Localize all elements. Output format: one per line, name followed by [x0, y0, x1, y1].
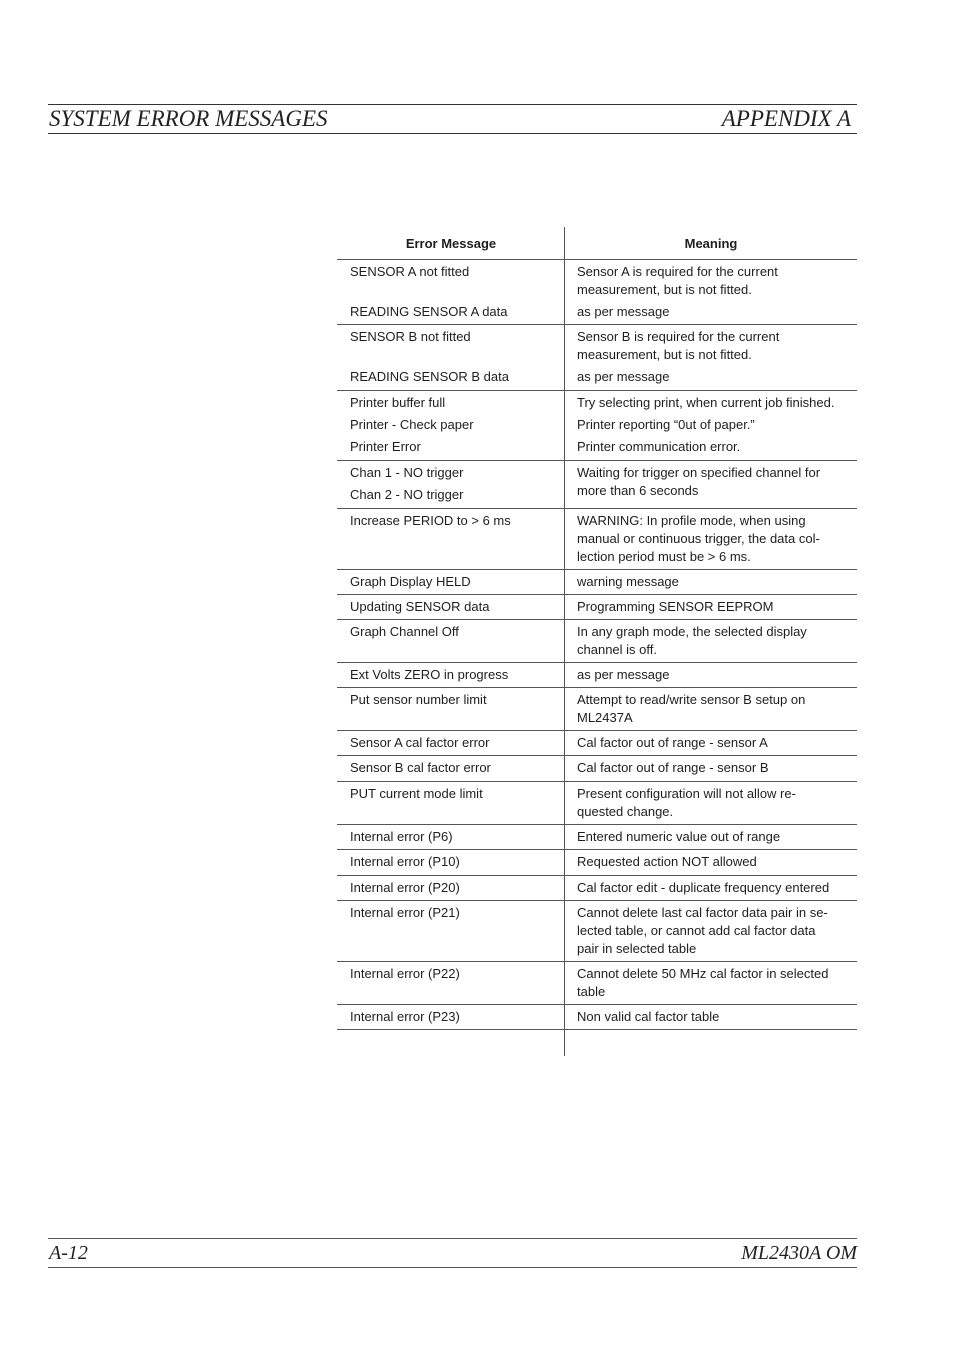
error-message-text: Internal error (P10)	[350, 854, 460, 869]
meaning-cell	[564, 756, 857, 781]
meaning-text: Present configuration will not allow re-	[577, 786, 796, 801]
meaning-cell	[564, 570, 857, 594]
meaning-text: as per message	[577, 304, 670, 319]
meaning-text: Cal factor edit - duplicate frequency entered	[577, 880, 830, 895]
meaning-text: lection period must be > 6 ms.	[577, 549, 751, 564]
error-message-cell	[337, 825, 564, 849]
meaning-cell	[564, 325, 857, 390]
error-message-cell	[337, 570, 564, 594]
page-footer	[48, 1238, 857, 1268]
table-header-row	[337, 227, 857, 260]
error-message-text: SENSOR A not fitted	[350, 264, 470, 279]
error-message-text: Printer buffer full	[350, 395, 446, 410]
table-row	[337, 850, 857, 876]
meaning-text: Cal factor out of range - sensor A	[577, 735, 768, 750]
meaning-text: pair in selected table	[577, 941, 697, 956]
error-message-text: READING SENSOR B data	[350, 369, 509, 384]
table-row	[337, 595, 857, 620]
error-message-text: Updating SENSOR data	[350, 599, 490, 614]
meaning-cell	[564, 850, 857, 875]
error-message-cell	[337, 782, 564, 824]
error-message-cell	[337, 663, 564, 687]
meaning-cell	[564, 260, 857, 324]
table-row	[337, 731, 857, 756]
error-message-cell	[337, 850, 564, 875]
error-message-text: Internal error (P22)	[350, 966, 460, 981]
table-row	[337, 461, 857, 509]
error-message-text: Internal error (P6)	[350, 829, 453, 844]
page-number: A-12	[49, 1242, 88, 1264]
column-header-error-message: Error Message	[405, 236, 497, 251]
error-message-text: PUT current mode limit	[350, 786, 483, 801]
meaning-text: ML2437A	[577, 710, 633, 725]
meaning-text: Printer communication error.	[577, 439, 741, 454]
error-message-cell	[337, 731, 564, 755]
meaning-text: Programming SENSOR EEPROM	[577, 599, 774, 614]
error-message-text: Ext Volts ZERO in progress	[350, 667, 509, 682]
section-title: SYSTEM ERROR MESSAGES	[49, 106, 328, 131]
meaning-cell	[564, 825, 857, 849]
meaning-text: Non valid cal factor table	[577, 1009, 720, 1024]
error-message-cell	[337, 620, 564, 662]
error-message-text: READING SENSOR A data	[350, 304, 508, 319]
meaning-text: Cannot delete 50 MHz cal factor in selected	[577, 966, 829, 981]
meaning-text: Try selecting print, when current job finished.	[577, 395, 835, 410]
error-message-cell	[337, 595, 564, 619]
meaning-cell	[564, 391, 857, 460]
meaning-cell	[564, 509, 857, 569]
meaning-text: more than 6 seconds	[577, 483, 699, 498]
error-message-text: Printer - Check paper	[350, 417, 474, 432]
meaning-text: lected table, or cannot add cal factor data	[577, 923, 816, 938]
error-message-cell	[337, 901, 564, 961]
meaning-text: as per message	[577, 369, 670, 384]
meaning-text: In any graph mode, the selected display	[577, 624, 807, 639]
table-row	[337, 1005, 857, 1030]
meaning-text: measurement, but is not fitted.	[577, 347, 752, 362]
table-row	[337, 962, 857, 1005]
error-message-cell	[337, 756, 564, 781]
table-row	[337, 570, 857, 595]
meaning-text: Entered numeric value out of range	[577, 829, 781, 844]
table-row	[337, 260, 857, 325]
table-row	[337, 688, 857, 731]
meaning-cell	[564, 901, 857, 961]
meaning-text: Attempt to read/write sensor B setup on	[577, 692, 806, 707]
error-message-cell	[337, 876, 564, 900]
error-message-text: SENSOR B not fitted	[350, 329, 471, 344]
error-message-text: Internal error (P23)	[350, 1009, 460, 1024]
table-row	[337, 391, 857, 461]
table-row	[337, 901, 857, 962]
meaning-cell	[564, 731, 857, 755]
meaning-cell	[564, 1005, 857, 1029]
error-message-text: Graph Display HELD	[350, 574, 471, 589]
table-row	[337, 509, 857, 570]
error-message-table	[337, 227, 857, 1030]
meaning-text: Requested action NOT allowed	[577, 854, 757, 869]
table-body	[337, 260, 857, 1030]
meaning-text: manual or continuous trigger, the data col-	[577, 531, 820, 546]
meaning-cell	[564, 876, 857, 900]
meaning-text: Printer reporting “0ut of paper.”	[577, 417, 755, 432]
meaning-text: measurement, but is not fitted.	[577, 282, 752, 297]
table-row	[337, 825, 857, 850]
error-message-text: Increase PERIOD to > 6 ms	[350, 513, 511, 528]
error-message-text: Chan 1 - NO trigger	[350, 465, 464, 480]
meaning-cell	[564, 595, 857, 619]
error-message-cell	[337, 391, 564, 460]
meaning-cell	[564, 620, 857, 662]
meaning-text: channel is off.	[577, 642, 657, 657]
meaning-cell	[564, 962, 857, 1004]
error-message-text: Graph Channel Off	[350, 624, 459, 639]
meaning-text: Cal factor out of range - sensor B	[577, 760, 769, 775]
error-message-text: Printer Error	[350, 439, 421, 454]
meaning-text: Sensor B is required for the current	[577, 329, 780, 344]
table-row	[337, 756, 857, 782]
error-message-cell	[337, 688, 564, 730]
meaning-cell	[564, 688, 857, 730]
meaning-cell	[564, 461, 857, 508]
table-row	[337, 620, 857, 663]
table-row	[337, 663, 857, 688]
error-message-text: Sensor A cal factor error	[350, 735, 490, 750]
meaning-text: WARNING: In profile mode, when using	[577, 513, 806, 528]
meaning-text: Cannot delete last cal factor data pair in se-	[577, 905, 828, 920]
meaning-text: Waiting for trigger on specified channel for	[577, 465, 821, 480]
error-message-cell	[337, 1005, 564, 1029]
error-message-cell	[337, 509, 564, 569]
meaning-cell	[564, 782, 857, 824]
error-message-text: Put sensor number limit	[350, 692, 487, 707]
meaning-text: Sensor A is required for the current	[577, 264, 778, 279]
meaning-text: as per message	[577, 667, 670, 682]
page-header	[48, 104, 857, 134]
meaning-text: quested change.	[577, 804, 674, 819]
error-message-text: Internal error (P21)	[350, 905, 460, 920]
error-message-cell	[337, 260, 564, 324]
manual-name: ML2430A OM	[741, 1242, 857, 1264]
error-message-text: Internal error (P20)	[350, 880, 460, 895]
error-message-text: Chan 2 - NO trigger	[350, 487, 464, 502]
meaning-cell	[564, 663, 857, 687]
error-message-cell	[337, 461, 564, 508]
appendix-label: APPENDIX A	[721, 106, 851, 131]
error-message-cell	[337, 962, 564, 1004]
table-row	[337, 325, 857, 391]
table-row	[337, 876, 857, 901]
error-message-cell	[337, 325, 564, 390]
column-divider	[564, 227, 565, 1056]
table-row	[337, 782, 857, 825]
meaning-text: warning message	[577, 574, 679, 589]
meaning-text: table	[577, 984, 606, 999]
error-message-text: Sensor B cal factor error	[350, 760, 491, 775]
column-header-meaning: Meaning	[684, 236, 738, 251]
